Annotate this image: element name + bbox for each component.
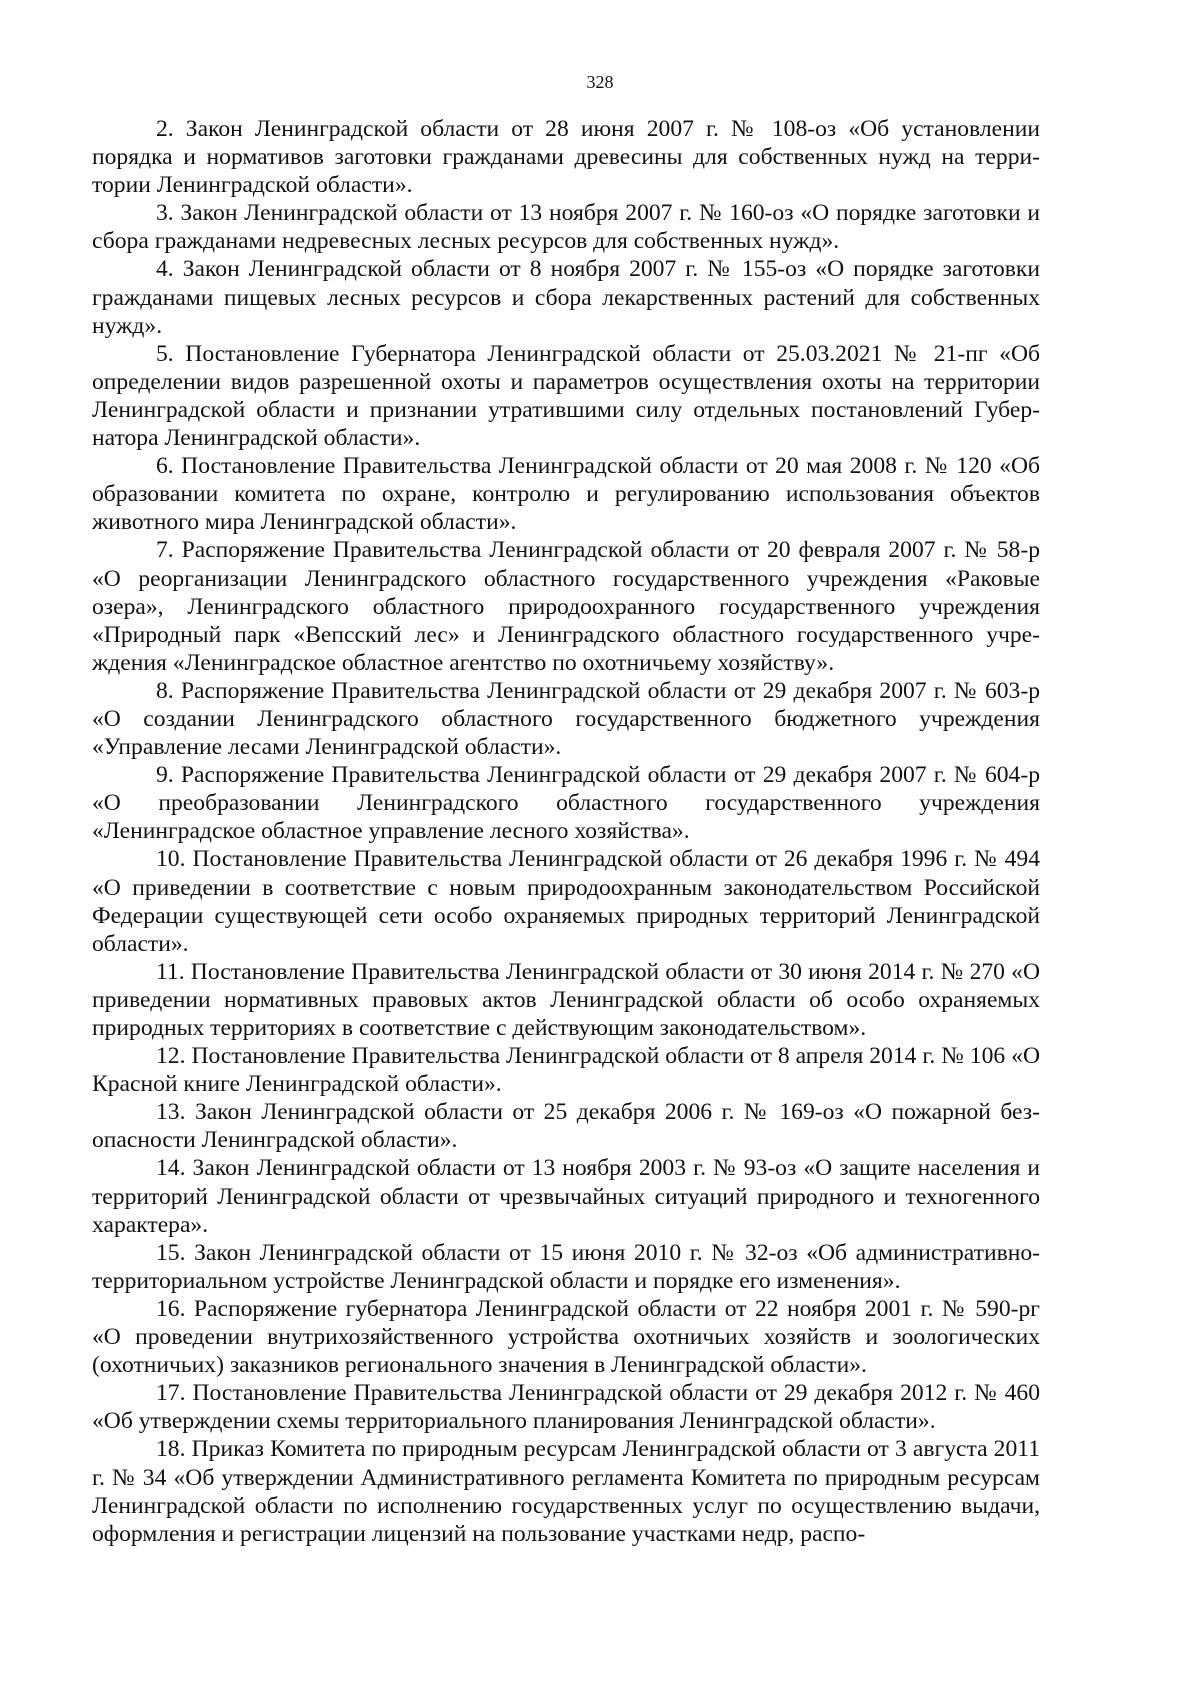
list-item: 11. Постановление Правительства Ленинградской области от 30 июня 2014 г. № 270 «О приведении нормативных правовых актов Ленинградской области об особо охраняемых природных территориях в соответствие с действующим законодательством». — [92, 958, 1040, 1041]
document-body — [92, 115, 1040, 1548]
list-item: 10. Постановление Правительства Ленинградской области от 26 декабря 1996 г. № 494 «О приведении в соответствие с новым природоохранным законодательством Российской Федерации существующей сети особо охраняемых природных территорий Ленинградской области». — [92, 846, 1040, 957]
page-number: 328 — [586, 72, 614, 92]
list-item: 8. Распоряжение Правительства Ленинградской области от 29 декабря 2007 г. № 603-р «О создании Ленинградского областного государственного бюджетного учреждения «Управление лесами Ленинградской области». — [92, 677, 1040, 761]
list-item: 17. Постановление Правительства Ленинградской области от 29 декабря 2012 г. № 460 «Об утверждении схемы территориального планирования Ленинградской области». — [92, 1380, 1040, 1435]
list-item: 4. Закон Ленинградской области от 8 ноября 2007 г. № 155-оз «О порядке заготовки гражданами пищевых лесных ресурсов и сбора лекарственных растений для собственных нужд». — [92, 256, 1040, 339]
list-item: 6. Постановление Правительства Ленинградской области от 20 мая 2008 г. № 120 «Об образовании комитета по охране, контролю и регулированию использования объектов животного мира Ленинградской области». — [92, 453, 1040, 536]
list-item: 9. Распоряжение Правительства Ленинградской области от 29 декабря 2007 г. № 604-р «О преобразовании Ленинградского областного государственного учреждения «Ленинградское областное управление лесного хозяйства». — [92, 762, 1040, 845]
list-item: 12. Постановление Правительства Ленинградской области от 8 апреля 2014 г. № 106 «О Красной книге Ленинградской области». — [92, 1043, 1040, 1098]
list-item: 14. Закон Ленинградской области от 13 ноября 2003 г. № 93-оз «О защите населения и территорий Ленинградской области от чрезвычайных ситуаций природного и техногенного характера». — [92, 1155, 1040, 1238]
list-item: 18. Приказ Комитета по природным ресурсам Ленинградской области от 3 августа 2011 г. № 34 «Об утверждении Административного регламента Комитета по природным ресурсам Ленинградской области по исполнению государственных услуг по осуществлению выдачи, оформления и регистрации лицензий на пользование участками недр, распо- — [92, 1436, 1040, 1547]
list-item: 7. Распоряжение Правительства Ленинградской области от 20 февраля 2007 г. № 58-р «О реорганизации Ленинградского областного государственного учреждения «Раковые озера», Ленинградского областного природоохранного государственного учреждения «Природный парк «Вепсский лес» и Ленинградского областного государственного учреждения «Ленинградское областное агентство по охотничьему хозяйству». — [92, 537, 1040, 676]
list-item: 15. Закон Ленинградской области от 15 июня 2010 г. № 32-оз «Об административно-территориальном устройстве Ленинградской области и порядке его изменения». — [92, 1239, 1040, 1294]
list-item: 2. Закон Ленинградской области от 28 июня 2007 г. № 108-оз «Об установлении порядка и нормативов заготовки гражданами древесины для собственных нужд на территории Ленинградской области». — [92, 116, 1040, 199]
list-item: 5. Постановление Губернатора Ленинградской области от 25.03.2021 № 21-пг «Об определении видов разрешенной охоты и параметров осуществления охоты на территории Ленинградской области и признании утратившими силу отдельных постановлений Губернатора Ленинградской области». — [92, 340, 1040, 452]
list-item: 13. Закон Ленинградской области от 25 декабря 2006 г. № 169-оз «О пожарной безопасности Ленинградской области». — [92, 1099, 1040, 1154]
list-item: 3. Закон Ленинградской области от 13 ноября 2007 г. № 160-оз «О порядке заготовки и сбора гражданами недревесных лесных ресурсов для собственных нужд». — [92, 200, 1040, 255]
list-item: 16. Распоряжение губернатора Ленинградской области от 22 ноября 2001 г. № 590-рг «О проведении внутрихозяйственного устройства охотничьих хозяйств и зоологических (охотничьих) заказников регионального значения в Ленинградской области». — [92, 1295, 1040, 1379]
